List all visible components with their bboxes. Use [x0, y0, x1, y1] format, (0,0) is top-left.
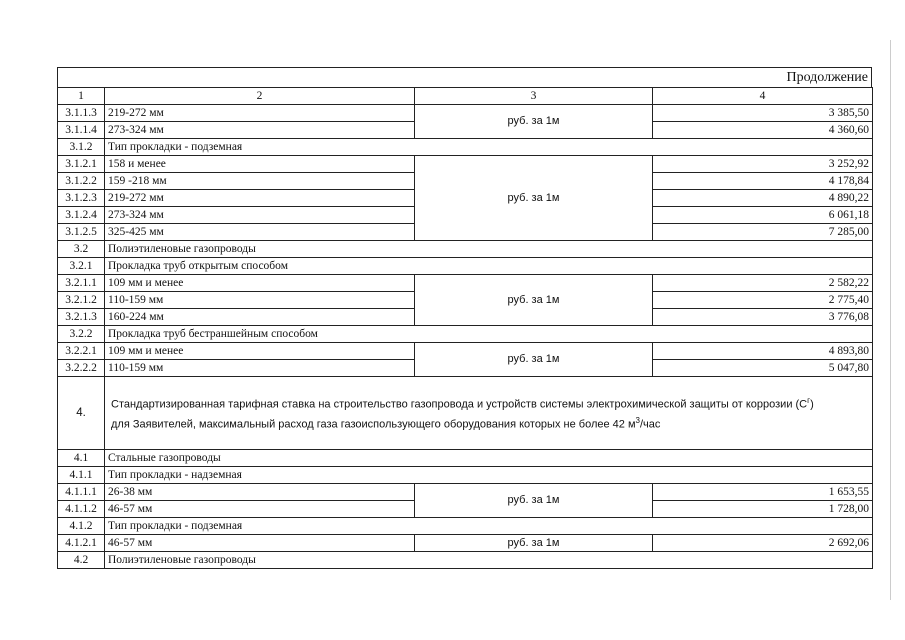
row-value: 4 893,80 [653, 343, 873, 360]
row-value: 1 653,55 [653, 484, 873, 501]
row-code: 3.2.1.2 [58, 292, 105, 309]
section-row [58, 258, 873, 275]
row-value: 4 178,84 [653, 173, 873, 190]
table-row [58, 275, 873, 292]
column-number-row [58, 88, 873, 105]
row-name: 325-425 мм [105, 224, 415, 241]
row-code: 3.2.1.1 [58, 275, 105, 292]
scan-artifact [890, 40, 891, 600]
row-name: 273-324 мм [105, 122, 415, 139]
row-value: 3 252,92 [653, 156, 873, 173]
row-code: 3.1.2.4 [58, 207, 105, 224]
row-code: 4.1.1.1 [58, 484, 105, 501]
row-code: 3.2 [58, 241, 105, 258]
row-name: 46-57 мм [105, 501, 415, 518]
column-number: 1 [58, 88, 105, 105]
row-name: 159 -218 мм [105, 173, 415, 190]
section-row [58, 450, 873, 467]
row-value: 3 776,08 [653, 309, 873, 326]
row-code: 3.1.2.5 [58, 224, 105, 241]
row-value: 5 047,80 [653, 360, 873, 377]
table-row [58, 156, 873, 173]
description-text-1: Стандартизированная тарифная ставка на строительство газопровода и устройств системы электрохимической защиты от коррозии (С [111, 399, 808, 411]
section-row [58, 552, 873, 569]
row-name: 109 мм и менее [105, 275, 415, 292]
row-code: 4. [58, 377, 105, 450]
unit-cell: руб. за 1м [415, 156, 653, 241]
description-superscript-1: г [807, 396, 811, 406]
section-row [58, 467, 873, 484]
row-value: 4 360,60 [653, 122, 873, 139]
row-value: 2 775,40 [653, 292, 873, 309]
tariff-table [57, 87, 873, 569]
section-row [58, 241, 873, 258]
table-row [58, 105, 873, 122]
description-superscript-2: 3 [635, 416, 640, 425]
row-name: 219-272 мм [105, 190, 415, 207]
row-code: 3.2.2 [58, 326, 105, 343]
row-name: Полиэтиленовые газопроводы [105, 241, 873, 258]
row-value: 2 692,06 [653, 535, 873, 552]
row-name: Тип прокладки - подземная [105, 139, 873, 156]
column-number: 4 [653, 88, 873, 105]
table-row [58, 343, 873, 360]
section-row [58, 139, 873, 156]
row-value: 3 385,50 [653, 105, 873, 122]
row-code: 3.2.2.2 [58, 360, 105, 377]
unit-cell: руб. за 1м [415, 105, 653, 139]
row-name: Прокладка труб бестраншейным способом [105, 326, 873, 343]
row-name: Прокладка труб открытым способом [105, 258, 873, 275]
row-code: 3.1.1.4 [58, 122, 105, 139]
row-code: 3.1.1.3 [58, 105, 105, 122]
row-code: 3.1.2.2 [58, 173, 105, 190]
row-code: 4.1.1.2 [58, 501, 105, 518]
row-name: 46-57 мм [105, 535, 415, 552]
row-code: 3.2.1.3 [58, 309, 105, 326]
row-value: 2 582,22 [653, 275, 873, 292]
row-name: 160-224 мм [105, 309, 415, 326]
row-value: 1 728,00 [653, 501, 873, 518]
unit-cell: руб. за 1м [415, 484, 653, 518]
row-code: 4.1.2.1 [58, 535, 105, 552]
row-name: 110-159 мм [105, 360, 415, 377]
row-code: 3.1.2.3 [58, 190, 105, 207]
table-row [58, 535, 873, 552]
section-row [58, 518, 873, 535]
column-number: 3 [415, 88, 653, 105]
continuation-label: Продолжение [57, 67, 872, 87]
section-row [58, 326, 873, 343]
row-code: 4.1 [58, 450, 105, 467]
tariff-table-sheet [57, 67, 872, 569]
row-name: Тип прокладки - подземная [105, 518, 873, 535]
row-code: 4.1.2 [58, 518, 105, 535]
description-text-2: ) для Заявителей, максимальный расход газа газоиспользующего оборудования которых не более 42 м [111, 399, 814, 431]
row-name: 158 и менее [105, 156, 415, 173]
section-4-row [58, 377, 873, 450]
row-name: 219-272 мм [105, 105, 415, 122]
description-text-3: /час [639, 418, 661, 431]
row-code: 3.2.2.1 [58, 343, 105, 360]
row-code: 4.1.1 [58, 467, 105, 484]
unit-cell: руб. за 1м [415, 535, 653, 552]
row-value: 6 061,18 [653, 207, 873, 224]
unit-cell: руб. за 1м [415, 343, 653, 377]
row-name: 26-38 мм [105, 484, 415, 501]
row-value: 4 890,22 [653, 190, 873, 207]
unit-cell: руб. за 1м [415, 275, 653, 326]
row-name: Тип прокладки - надземная [105, 467, 873, 484]
row-name: 110-159 мм [105, 292, 415, 309]
row-value: 7 285,00 [653, 224, 873, 241]
row-name: Полиэтиленовые газопроводы [105, 552, 873, 569]
section-4-description [105, 377, 873, 450]
row-name: Стальные газопроводы [105, 450, 873, 467]
row-code: 4.2 [58, 552, 105, 569]
row-code: 3.2.1 [58, 258, 105, 275]
row-name: 273-324 мм [105, 207, 415, 224]
table-row [58, 484, 873, 501]
row-code: 3.1.2.1 [58, 156, 105, 173]
column-number: 2 [105, 88, 415, 105]
row-code: 3.1.2 [58, 139, 105, 156]
row-name: 109 мм и менее [105, 343, 415, 360]
